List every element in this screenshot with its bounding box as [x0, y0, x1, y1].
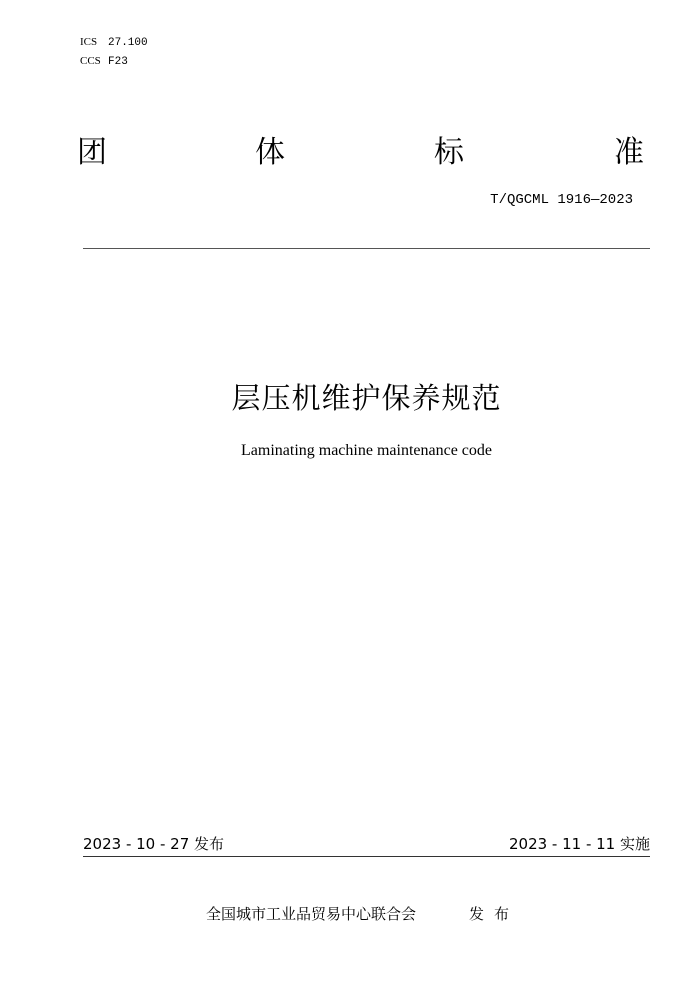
top-divider	[83, 248, 650, 249]
standard-type-char-4: 准	[614, 135, 644, 170]
document-title-chinese: 层压机维护保养规范	[231, 381, 502, 415]
bottom-divider	[83, 856, 650, 857]
ics-label: ICS	[80, 36, 98, 48]
ccs-label: CCS	[80, 55, 101, 67]
implementation-date: 2023 - 11 - 11 实施	[508, 835, 650, 853]
ics-row	[80, 33, 148, 52]
ccs-row	[80, 52, 148, 71]
publisher-name: 全国城市工业品贸易中心联合会	[206, 905, 417, 923]
release-date: 2023 - 10 - 27 发布	[83, 835, 225, 853]
publish-label: 发布	[469, 905, 520, 923]
ics-value: 27.100	[108, 37, 148, 49]
standard-type-char-2: 体	[255, 135, 285, 170]
standard-code: T/QGCML 1916—2023	[490, 192, 633, 208]
ccs-value: F23	[108, 56, 128, 68]
document-title-english: Laminating machine maintenance code	[241, 442, 492, 459]
standard-type-char-1: 团	[77, 135, 107, 170]
standard-type-char-3: 标	[434, 135, 464, 170]
classification-block	[80, 33, 148, 71]
